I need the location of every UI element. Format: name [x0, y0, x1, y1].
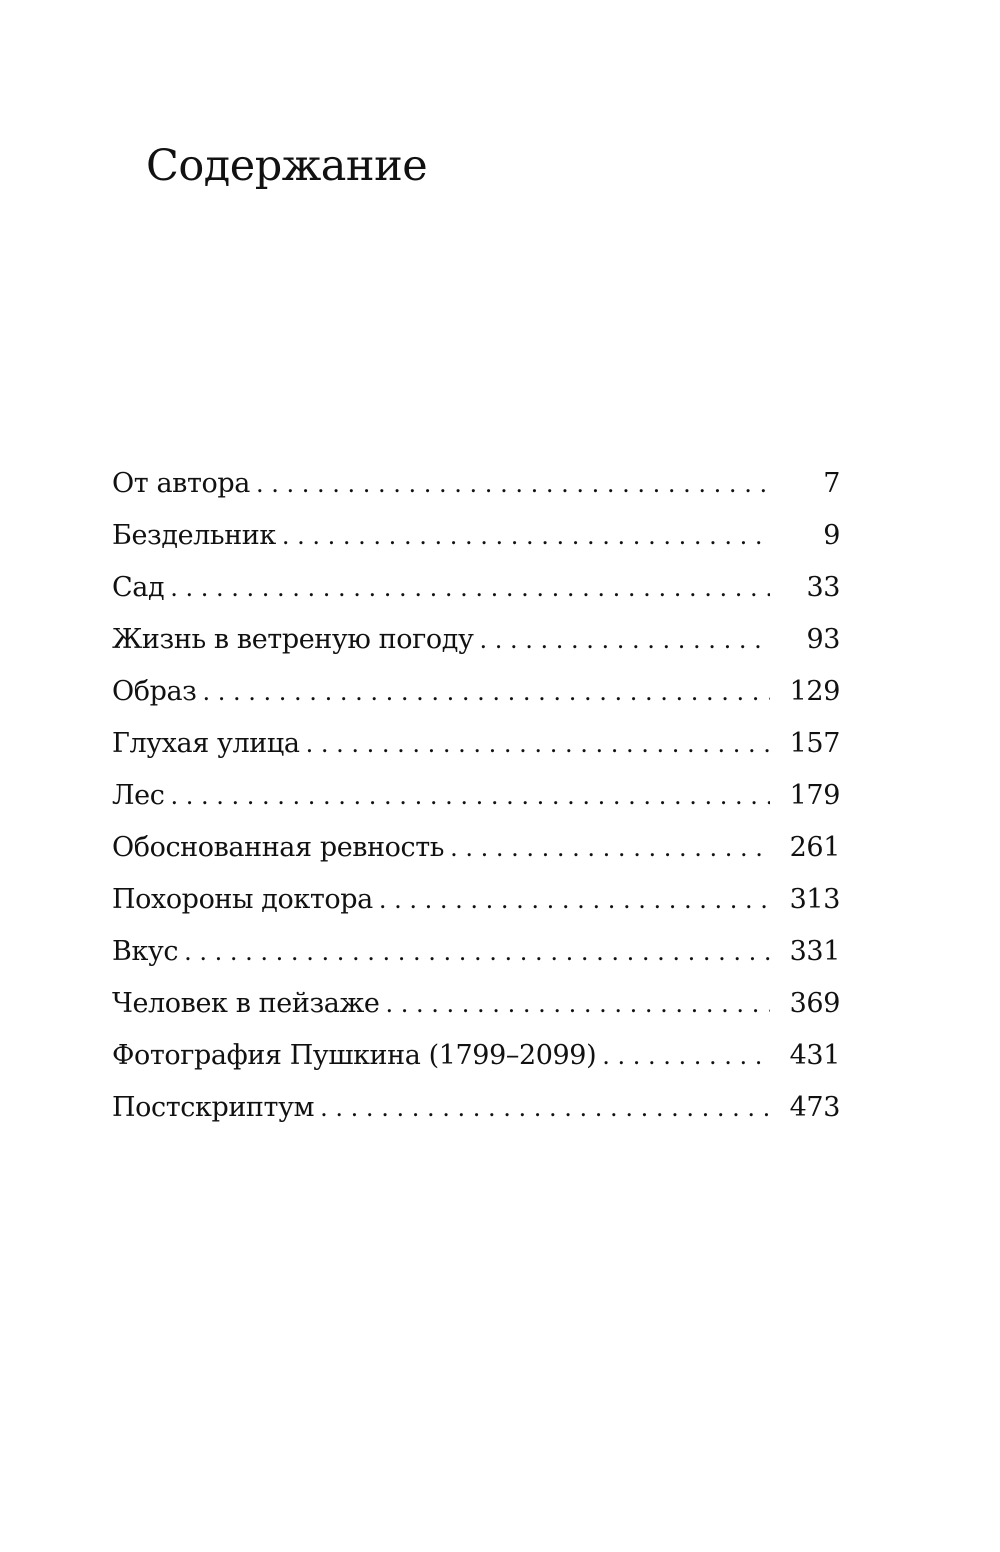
toc-entry: [112, 614, 840, 666]
toc-entry-page-number: 93: [806, 624, 840, 655]
toc-entry-title: Похороны доктора: [112, 884, 373, 915]
toc-entry-page-number: 369: [789, 988, 840, 1019]
toc-entry-page-number: 179: [789, 780, 840, 811]
toc-entry-title: Жизнь в ветреную погоду: [112, 624, 474, 655]
dot-leader: [320, 1082, 770, 1134]
dot-leader: [170, 770, 770, 822]
toc-entry-title: Лес: [112, 780, 165, 811]
toc-entry-page-number: 9: [823, 520, 840, 551]
dot-leader: [282, 510, 770, 562]
toc-entry: [112, 718, 840, 770]
dot-leader: [256, 458, 770, 510]
toc-entry-page-number: 473: [789, 1092, 840, 1123]
dot-leader: [479, 614, 770, 666]
toc-entry-title: Обоснованная ревность: [112, 832, 445, 863]
toc-entry: [112, 874, 840, 926]
toc-entry-title: Образ: [112, 676, 197, 707]
toc-entry-title: Человек в пейзаже: [112, 988, 380, 1019]
dot-leader: [450, 822, 770, 874]
page-title: Содержание: [146, 141, 428, 191]
dot-leader: [306, 718, 770, 770]
toc-entry-title: Глухая улица: [112, 728, 300, 759]
toc-entry: [112, 1082, 840, 1134]
dot-leader: [379, 874, 770, 926]
toc-entry-title: Сад: [112, 572, 165, 603]
dot-leader: [184, 926, 770, 978]
toc-entry: [112, 458, 840, 510]
toc-entry: [112, 822, 840, 874]
toc-entry-page-number: 157: [789, 728, 840, 759]
toc-entry-page-number: 313: [789, 884, 840, 915]
toc-entry-title: Вкус: [112, 936, 179, 967]
dot-leader: [602, 1030, 770, 1082]
toc-entry-title: Постскриптум: [112, 1092, 315, 1123]
toc-entry: [112, 562, 840, 614]
toc-entry-page-number: 431: [789, 1040, 840, 1071]
toc-entry-page-number: 33: [806, 572, 840, 603]
dot-leader: [170, 562, 770, 614]
toc-entry: [112, 1030, 840, 1082]
toc-entry: [112, 926, 840, 978]
toc-entry-page-number: 261: [789, 832, 840, 863]
toc-entry-title: Бездельник: [112, 520, 276, 551]
toc-entry-title: От автора: [112, 468, 250, 499]
table-of-contents: [112, 458, 840, 1134]
toc-entry: [112, 666, 840, 718]
toc-entry: [112, 770, 840, 822]
toc-entry-page-number: 7: [823, 468, 840, 499]
toc-entry-title: Фотография Пушкина (1799–2099): [112, 1040, 597, 1071]
toc-entry: [112, 978, 840, 1030]
toc-entry-page-number: 331: [789, 936, 840, 967]
dot-leader: [203, 666, 771, 718]
toc-entry-page-number: 129: [789, 676, 840, 707]
toc-entry: [112, 510, 840, 562]
dot-leader: [386, 978, 771, 1030]
